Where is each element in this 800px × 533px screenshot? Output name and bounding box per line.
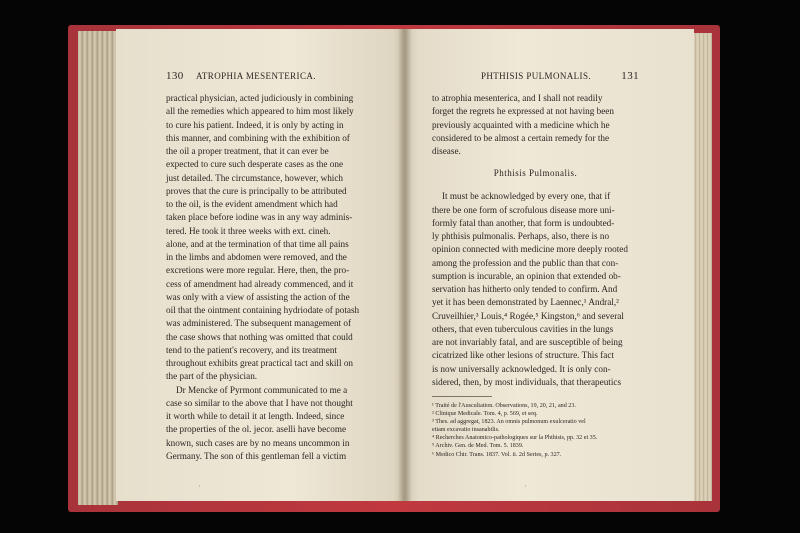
footnote: ¹ Traité de l'Auscultation. Observations, 19, 20, 21, and 23. [432, 403, 576, 409]
text-line: tered. He took it three weeks with ext. cineh. [166, 225, 331, 236]
footnote: etiam excavatio insanabilis. [432, 427, 500, 434]
left-page-text [166, 92, 385, 463]
text-line: ly phthisis pulmonalis. Perhaps, also, there is no [432, 231, 610, 241]
text-line: the properties of the ol. jecor. aselli have become [166, 424, 347, 435]
footnote: ⁵ Archiv. Gen. de Med. Tom. 5. 1839. [432, 443, 524, 450]
text-line: Germany. The son of this gentleman fell a victim [166, 450, 347, 461]
text-line: considered to be almost a certain remedy for the [432, 132, 610, 143]
text-line: it worth while to detail it at length. Indeed, since [166, 411, 345, 421]
text-line: cess of amendment had already commenced, and it [166, 278, 354, 289]
book-gutter [398, 29, 412, 501]
text-line: the oil a proper treatment, that it can ever be [166, 146, 329, 156]
left-page-header [166, 71, 385, 85]
text-line: practical physician, acted judiciously in combining [166, 93, 354, 103]
page-edges-left [78, 31, 118, 505]
text-line: sidered, then, by most individuals, that therapeutics [432, 376, 622, 387]
text-line: this manner, and combining with the exhibition of [166, 132, 350, 143]
footnote: ² Clinique Medicale. Tom. 4, p. 569, et seq. [432, 411, 538, 418]
text-line: sumption is incurable, an opinion that extended ob- [432, 270, 621, 281]
section-title: Phthisis Pulmonalis. [493, 168, 578, 179]
signature-mark: · [198, 482, 201, 491]
text-line: there be one form of scrofulous disease more uni- [432, 204, 615, 215]
text-line: is now universally acknowledged. It is only con- [432, 363, 611, 374]
text-line: in the limbs and abdomen were removed, and the [166, 252, 347, 262]
text-line: are not invariably fatal, and are susceptible of being [432, 337, 623, 347]
text-line: previously acquainted with a medicine which he [432, 119, 610, 130]
text-line: Cruveilhier,³ Louis,⁴ Rogée,⁵ Kingston,⁶ and several [432, 310, 624, 321]
text-line: the case shows that nothing was omitted that could [166, 331, 353, 342]
text-line: the part of the physician. [166, 371, 258, 382]
text-line: case so similar to the above that I have not thought [166, 397, 353, 408]
left-page-number: 130 [166, 70, 184, 82]
footnote-rule [432, 396, 492, 397]
right-page-header [432, 71, 639, 85]
text-line: tend to the patient's recovery, and its treatment [166, 344, 337, 355]
footnote: ³ Thes. ad aggregat, 1823. An omnis pulmonum exulceratio vel [432, 419, 586, 426]
left-running-head: ATROPHIA MESENTERICA. [196, 71, 316, 81]
text-line: to atrophia mesenterica, and I shall not readily [432, 93, 603, 103]
text-line: to cure his patient. Indeed, it is only by acting in [166, 119, 344, 130]
text-line: just detailed. The circumstance, however, which [166, 172, 344, 183]
right-page-text [432, 92, 639, 459]
text-line: known, such cases are by no means uncommon in [166, 437, 350, 448]
text-line: among the profession and the public than that con- [432, 257, 619, 268]
text-line: It must be acknowledged by every one, that if [442, 191, 611, 202]
text-line: proves that the cure is principally to be attributed [166, 185, 347, 196]
text-line: taken place before iodine was in any way adminis- [166, 212, 353, 223]
text-line: was administered. The subsequent management of [166, 318, 352, 329]
text-line: disease. [432, 146, 461, 156]
left-page [116, 29, 405, 501]
text-line: excretions were more regular. Here, then, the pro- [166, 265, 350, 276]
text-line: servation has hitherto only tended to confirm. And [432, 284, 618, 294]
footnotes [432, 402, 639, 459]
text-line: others, that even tuberculous cavities in the lungs [432, 323, 614, 334]
page-edges-right [692, 33, 712, 501]
text-line: throughout exhibits great practical tact and skill on [166, 358, 354, 368]
right-page-number: 131 [621, 70, 639, 82]
footnote: ⁶ Medico Chir. Trans. 1837. Vol. ii. 2d Series, p. 327. [432, 451, 562, 458]
text-line: alone, and at the termination of that time all pains [166, 238, 349, 249]
text-line: all the remedies which appeared to him most likely [166, 106, 354, 117]
text-line: was only with a view of assisting the action of the [166, 291, 350, 302]
right-page [404, 29, 694, 501]
text-line: to the oil, is the evident amendment which had [166, 199, 338, 209]
text-line: yet it has been demonstrated by Laennec,¹ Andral,² [432, 297, 619, 308]
signature-mark: · [524, 482, 527, 491]
text-line: cicatrized like other lesions of structure. This fact [432, 350, 614, 361]
text-line: Dr Mencke of Pyrmont communicated to me a [176, 384, 348, 395]
text-line: forget the regrets he expressed at not having been [432, 106, 614, 117]
footnote: ⁴ Recherches Anatomico-pathologiques sur la Phthisis, pp. 32 et 35. [432, 435, 598, 442]
text-line: formly fatal than another, that form is undoubted- [432, 217, 615, 228]
text-line: opinion connected with medicine more deeply rooted [432, 244, 628, 255]
text-line: oil that the ointment containing hydriodate of potash [166, 305, 360, 315]
text-line: expected to cure such desperate cases as the one [166, 159, 344, 170]
right-running-head: PHTHISIS PULMONALIS. [480, 71, 591, 81]
